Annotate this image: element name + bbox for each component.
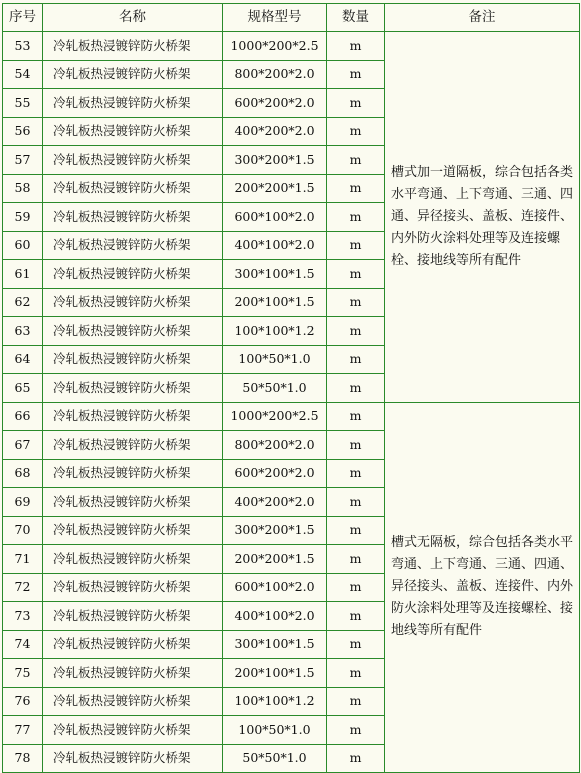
row-unit-cell: m: [327, 659, 385, 688]
row-name-cell: 冷轧板热浸镀锌防火桥架: [43, 32, 223, 61]
header-remarks: 备注: [385, 4, 580, 32]
row-spec-cell: 50*50*1.0: [223, 744, 327, 773]
row-index-cell: 59: [3, 203, 43, 232]
row-spec-cell: 300*100*1.5: [223, 260, 327, 289]
row-unit-cell: m: [327, 203, 385, 232]
row-spec-cell: 300*100*1.5: [223, 630, 327, 659]
row-unit-cell: m: [327, 345, 385, 374]
row-name-cell: 冷轧板热浸镀锌防火桥架: [43, 174, 223, 203]
row-unit-cell: m: [327, 260, 385, 289]
row-index-cell: 73: [3, 602, 43, 631]
row-spec-cell: 200*100*1.5: [223, 288, 327, 317]
row-name-cell: 冷轧板热浸镀锌防火桥架: [43, 573, 223, 602]
row-unit-cell: m: [327, 687, 385, 716]
row-name-cell: 冷轧板热浸镀锌防火桥架: [43, 402, 223, 431]
row-name-cell: 冷轧板热浸镀锌防火桥架: [43, 117, 223, 146]
row-index-cell: 56: [3, 117, 43, 146]
row-spec-cell: 300*200*1.5: [223, 146, 327, 175]
row-name-cell: 冷轧板热浸镀锌防火桥架: [43, 488, 223, 517]
row-name-cell: 冷轧板热浸镀锌防火桥架: [43, 516, 223, 545]
row-unit-cell: m: [327, 488, 385, 517]
row-index-cell: 78: [3, 744, 43, 773]
row-unit-cell: m: [327, 573, 385, 602]
row-spec-cell: 800*200*2.0: [223, 431, 327, 460]
row-index-cell: 69: [3, 488, 43, 517]
row-unit-cell: m: [327, 146, 385, 175]
row-unit-cell: m: [327, 374, 385, 403]
row-name-cell: 冷轧板热浸镀锌防火桥架: [43, 146, 223, 175]
table-header: [3, 4, 580, 32]
row-index-cell: 62: [3, 288, 43, 317]
row-unit-cell: m: [327, 288, 385, 317]
row-unit-cell: m: [327, 744, 385, 773]
table-body: [3, 32, 580, 773]
header-name: 名称: [43, 4, 223, 32]
row-spec-cell: 50*50*1.0: [223, 374, 327, 403]
row-index-cell: 71: [3, 545, 43, 574]
row-unit-cell: m: [327, 60, 385, 89]
row-unit-cell: m: [327, 459, 385, 488]
header-quantity: 数量: [327, 4, 385, 32]
row-name-cell: 冷轧板热浸镀锌防火桥架: [43, 630, 223, 659]
row-unit-cell: m: [327, 602, 385, 631]
row-unit-cell: m: [327, 317, 385, 346]
row-index-cell: 60: [3, 231, 43, 260]
row-name-cell: 冷轧板热浸镀锌防火桥架: [43, 545, 223, 574]
row-index-cell: 55: [3, 89, 43, 118]
row-spec-cell: 600*200*2.0: [223, 89, 327, 118]
row-spec-cell: 200*200*1.5: [223, 174, 327, 203]
row-name-cell: 冷轧板热浸镀锌防火桥架: [43, 431, 223, 460]
row-name-cell: 冷轧板热浸镀锌防火桥架: [43, 744, 223, 773]
row-index-cell: 64: [3, 345, 43, 374]
row-spec-cell: 400*200*2.0: [223, 488, 327, 517]
spec-table: [2, 3, 580, 773]
row-index-cell: 54: [3, 60, 43, 89]
row-index-cell: 74: [3, 630, 43, 659]
header-row: [3, 4, 580, 32]
row-index-cell: 65: [3, 374, 43, 403]
row-index-cell: 66: [3, 402, 43, 431]
row-name-cell: 冷轧板热浸镀锌防火桥架: [43, 602, 223, 631]
row-index-cell: 72: [3, 573, 43, 602]
row-spec-cell: 400*100*2.0: [223, 602, 327, 631]
row-index-cell: 68: [3, 459, 43, 488]
row-unit-cell: m: [327, 716, 385, 745]
table-row: [3, 402, 580, 431]
row-name-cell: 冷轧板热浸镀锌防火桥架: [43, 687, 223, 716]
row-index-cell: 61: [3, 260, 43, 289]
row-name-cell: 冷轧板热浸镀锌防火桥架: [43, 317, 223, 346]
group-remarks-cell: 槽式无隔板，综合包括各类水平弯通、上下弯通、三通、四通、异径接头、盖板、连接件、内外防火涂料处理等及连接螺栓、接地线等所有配件: [385, 402, 580, 773]
row-spec-cell: 200*200*1.5: [223, 545, 327, 574]
row-name-cell: 冷轧板热浸镀锌防火桥架: [43, 459, 223, 488]
row-unit-cell: m: [327, 32, 385, 61]
row-name-cell: 冷轧板热浸镀锌防火桥架: [43, 60, 223, 89]
table-row: [3, 32, 580, 61]
row-index-cell: 53: [3, 32, 43, 61]
row-spec-cell: 600*100*2.0: [223, 573, 327, 602]
row-name-cell: 冷轧板热浸镀锌防火桥架: [43, 374, 223, 403]
row-spec-cell: 400*100*2.0: [223, 231, 327, 260]
group-remarks-cell: 槽式加一道隔板，综合包括各类水平弯通、上下弯通、三通、四通、异径接头、盖板、连接件、内外防火涂料处理等及连接螺栓、接地线等所有配件: [385, 32, 580, 403]
row-index-cell: 67: [3, 431, 43, 460]
row-unit-cell: m: [327, 431, 385, 460]
row-name-cell: 冷轧板热浸镀锌防火桥架: [43, 716, 223, 745]
row-unit-cell: m: [327, 89, 385, 118]
row-unit-cell: m: [327, 630, 385, 659]
row-spec-cell: 100*50*1.0: [223, 716, 327, 745]
row-unit-cell: m: [327, 117, 385, 146]
row-index-cell: 57: [3, 146, 43, 175]
row-unit-cell: m: [327, 402, 385, 431]
row-spec-cell: 1000*200*2.5: [223, 32, 327, 61]
row-unit-cell: m: [327, 174, 385, 203]
row-name-cell: 冷轧板热浸镀锌防火桥架: [43, 288, 223, 317]
row-spec-cell: 200*100*1.5: [223, 659, 327, 688]
row-unit-cell: m: [327, 545, 385, 574]
row-spec-cell: 400*200*2.0: [223, 117, 327, 146]
row-unit-cell: m: [327, 231, 385, 260]
row-unit-cell: m: [327, 516, 385, 545]
row-spec-cell: 100*50*1.0: [223, 345, 327, 374]
row-spec-cell: 300*200*1.5: [223, 516, 327, 545]
row-spec-cell: 600*100*2.0: [223, 203, 327, 232]
row-name-cell: 冷轧板热浸镀锌防火桥架: [43, 260, 223, 289]
row-name-cell: 冷轧板热浸镀锌防火桥架: [43, 345, 223, 374]
row-spec-cell: 1000*200*2.5: [223, 402, 327, 431]
row-name-cell: 冷轧板热浸镀锌防火桥架: [43, 89, 223, 118]
row-index-cell: 58: [3, 174, 43, 203]
row-spec-cell: 100*100*1.2: [223, 687, 327, 716]
row-spec-cell: 600*200*2.0: [223, 459, 327, 488]
row-spec-cell: 800*200*2.0: [223, 60, 327, 89]
row-index-cell: 76: [3, 687, 43, 716]
row-index-cell: 77: [3, 716, 43, 745]
row-index-cell: 75: [3, 659, 43, 688]
row-name-cell: 冷轧板热浸镀锌防火桥架: [43, 203, 223, 232]
row-index-cell: 70: [3, 516, 43, 545]
header-index: 序号: [3, 4, 43, 32]
row-name-cell: 冷轧板热浸镀锌防火桥架: [43, 659, 223, 688]
row-index-cell: 63: [3, 317, 43, 346]
row-spec-cell: 100*100*1.2: [223, 317, 327, 346]
row-name-cell: 冷轧板热浸镀锌防火桥架: [43, 231, 223, 260]
header-spec: 规格型号: [223, 4, 327, 32]
